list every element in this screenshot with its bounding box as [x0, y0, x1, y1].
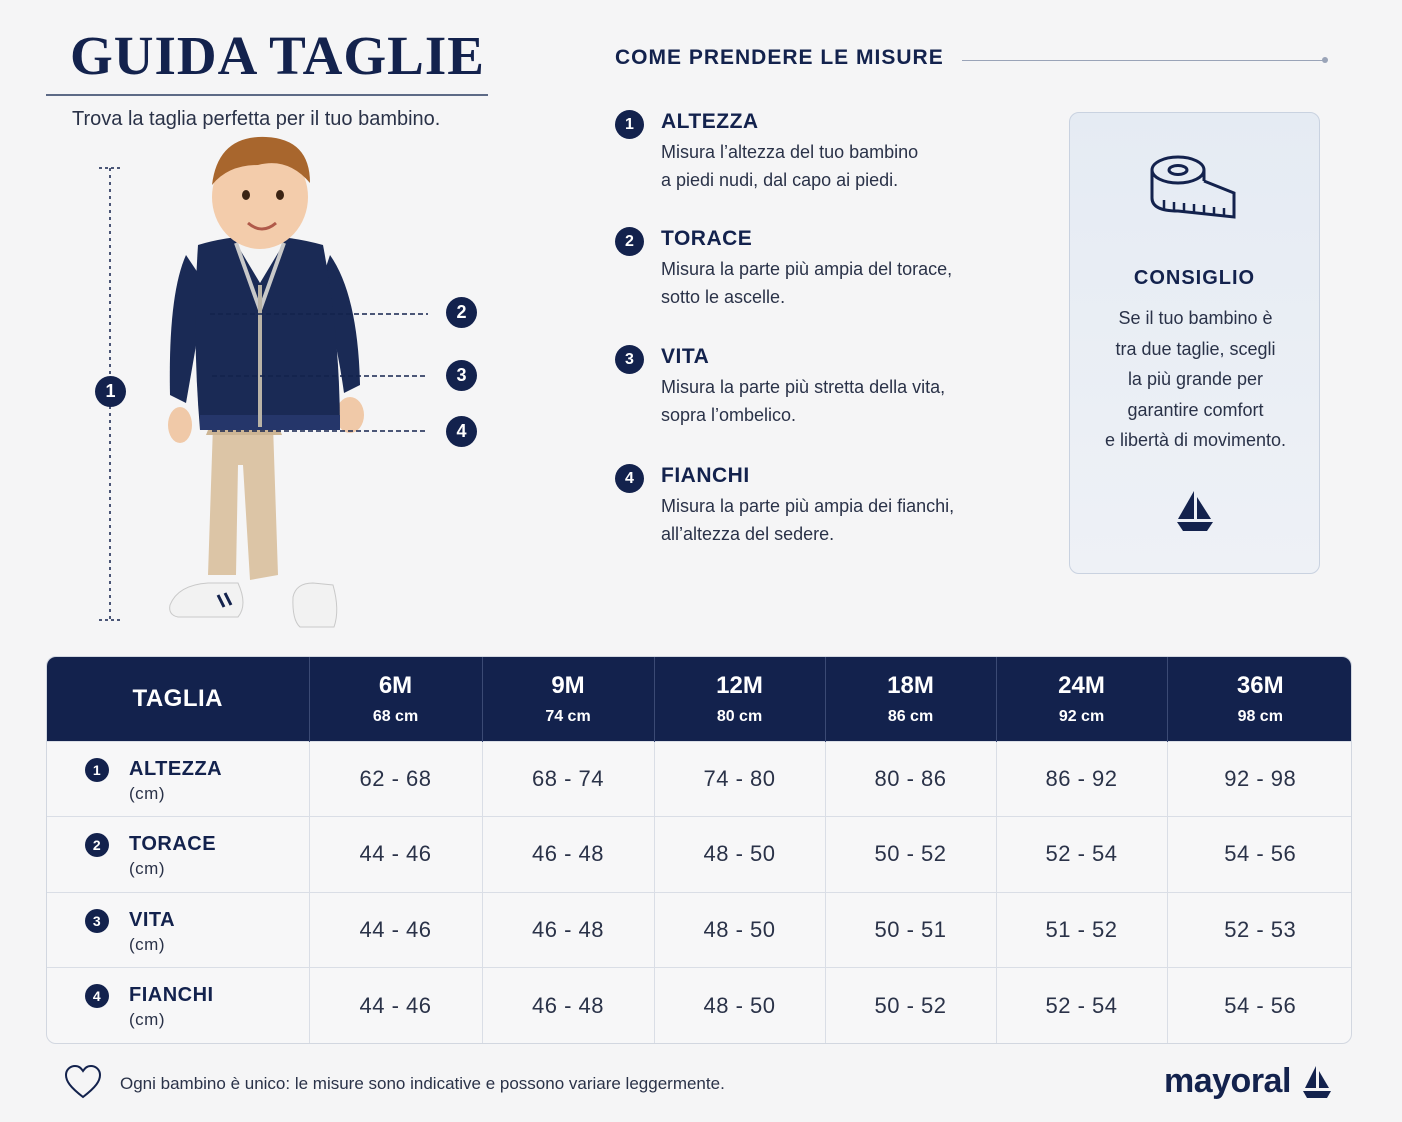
table-cell: 46 - 48 [482, 817, 654, 893]
howto-divider [962, 60, 1326, 61]
table-cell: 68 - 74 [482, 741, 654, 817]
footer-note: Ogni bambino è unico: le misure sono indicative e possono variare leggermente. [120, 1074, 725, 1093]
header-size: 12M 80 cm [654, 657, 825, 741]
step-title: TORACE [661, 227, 753, 250]
child-figure [88, 135, 488, 635]
table-cell: 44 - 46 [309, 968, 482, 1044]
table-row [47, 817, 1352, 893]
brand-logo: mayoral [1164, 1062, 1291, 1100]
row-label: 3 VITA (cm) [47, 892, 309, 968]
header-size: 18M 86 cm [825, 657, 996, 741]
table-cell: 54 - 56 [1224, 992, 1297, 1018]
table-row [47, 741, 1352, 817]
step-description: Misura la parte più ampia dei fianchi, all’altezza del sedere. [661, 496, 955, 544]
table-cell: 46 - 48 [482, 968, 654, 1044]
header-taglia: TAGLIA [47, 657, 309, 741]
table-cell: 92 - 98 [1224, 765, 1297, 791]
sailboat-icon [1175, 489, 1215, 533]
howto-title: COME PRENDERE LE MISURE [615, 46, 944, 69]
table-cell: 50 - 52 [825, 968, 996, 1044]
table-cell: 54 - 56 [1224, 841, 1297, 867]
step-number: 1 [615, 110, 644, 139]
step-title: ALTEZZA [661, 110, 759, 133]
table-cell: 74 - 80 [654, 741, 825, 817]
table-cell: 48 - 50 [654, 968, 825, 1044]
step-title: VITA [661, 345, 710, 368]
table-cell: 44 - 46 [309, 817, 482, 893]
howto-divider-dot [1322, 57, 1328, 63]
marker-altezza: 1 [95, 376, 126, 407]
table-cell: 80 - 86 [825, 741, 996, 817]
table-row [47, 968, 1352, 1044]
header-size: 36M 98 cm [1236, 671, 1284, 725]
tip-text: Se il tuo bambino è tra due taglie, scegli la più grande per garantire comfort e libertà di movimento. [1104, 308, 1287, 450]
heart-icon [64, 1064, 102, 1100]
row-label: 4 FIANCHI (cm) [47, 968, 309, 1044]
size-table [46, 656, 1352, 1044]
child-illustration [88, 135, 488, 635]
header-size: 9M 74 cm [482, 657, 654, 741]
table-cell: 46 - 48 [482, 892, 654, 968]
table-cell: 52 - 53 [1224, 916, 1297, 942]
marker-vita: 3 [446, 360, 477, 391]
row-label: 2 TORACE (cm) [47, 817, 309, 893]
step-description: Misura la parte più stretta della vita, sopra l’ombelico. [661, 377, 946, 425]
table-cell: 62 - 68 [309, 741, 482, 817]
step-title: FIANCHI [661, 464, 750, 487]
tip-title: CONSIGLIO [1133, 267, 1256, 289]
table-cell: 48 - 50 [654, 817, 825, 893]
title-divider [46, 94, 488, 96]
brand-sailboat-icon [1302, 1064, 1332, 1100]
step-description: Misura l’altezza del tuo bambino a piedi nudi, dal capo ai piedi. [661, 142, 919, 190]
table-cell: 50 - 51 [825, 892, 996, 968]
marker-torace: 2 [446, 297, 477, 328]
table-cell: 44 - 46 [309, 892, 482, 968]
step-number: 2 [615, 227, 644, 256]
page-title: GUIDA TAGLIE [70, 25, 485, 86]
marker-fianchi: 4 [446, 416, 477, 447]
table-row [47, 892, 1352, 968]
header-size: 24M 92 cm [996, 657, 1167, 741]
table-cell: 52 - 54 [996, 817, 1167, 893]
table-header-row [47, 657, 1352, 741]
page-subtitle: Trova la taglia perfetta per il tuo bambino. [72, 108, 441, 130]
tip-card [1069, 112, 1320, 574]
step-number: 3 [615, 345, 644, 374]
step-description: Misura la parte più ampia del torace, sotto le ascelle. [661, 259, 953, 307]
measuring-tape-icon [1150, 153, 1240, 227]
table-cell: 50 - 52 [825, 817, 996, 893]
table-cell: 86 - 92 [996, 741, 1167, 817]
table-cell: 48 - 50 [654, 892, 825, 968]
header-size: 6M 68 cm [309, 657, 482, 741]
table-cell: 52 - 54 [996, 968, 1167, 1044]
step-number: 4 [615, 464, 644, 493]
table-cell: 51 - 52 [996, 892, 1167, 968]
row-label: 1 ALTEZZA (cm) [47, 741, 309, 817]
